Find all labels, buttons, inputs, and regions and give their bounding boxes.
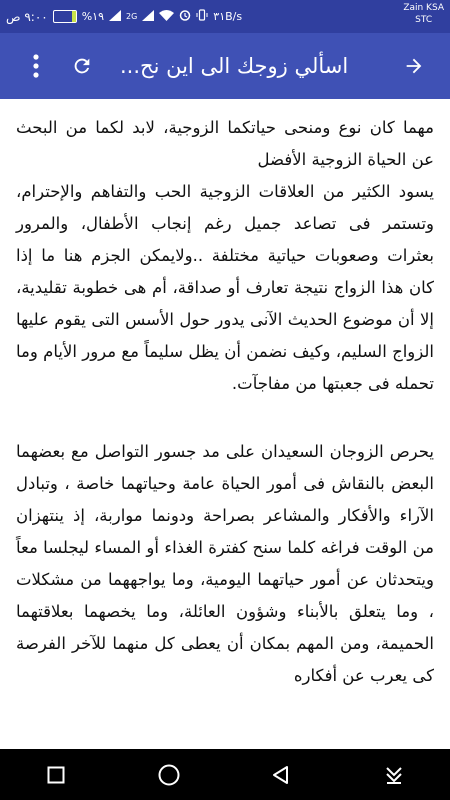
carrier-label — [403, 2, 444, 26]
navigation-bar — [0, 749, 450, 800]
vibrate-icon — [196, 9, 208, 24]
paragraph-1-text: مهما كان نوع ومنحى حياتكما الزوجية، لابد لكما من البحث عن الحياة الزوجية الأفضل يسود الكثير من العلاقات الزوجية الحب والتفاهم والإحترام، وتستمر فى تصاعد جميل رغم إنجاب الأطفال، والمرور بعثرات وصعوبات حياتية مختلفة ..ولايمكن الجزم هنا ما إذا كان هذا الزواج نتيجة تعارف أو صداقة، أم هى خطوبة تقليدية، إلا أن موضوع الحديث الآنى يدور حول الأسس التى يقوم عليها الزواج السليم، وكيف نضمن أن يظل سليماً مع مرور الأيام وما تحمله فى جعبتها من مفاجآت. — [16, 118, 434, 393]
home-button[interactable] — [139, 749, 199, 800]
status-icons — [6, 0, 242, 33]
time: ٩:٠٠ ص — [6, 9, 48, 24]
wifi-icon — [159, 10, 174, 24]
article-paragraph-1 — [0, 112, 450, 400]
more-vert-icon — [33, 54, 39, 78]
back-button[interactable] — [251, 749, 311, 800]
notification-button[interactable] — [364, 749, 424, 800]
recents-square-icon — [47, 766, 65, 784]
refresh-button[interactable] — [60, 33, 104, 99]
forward-button[interactable] — [392, 33, 436, 99]
notification-download-icon — [384, 765, 404, 785]
signal-icon-2 — [142, 10, 154, 24]
carrier-primary: Zain KSA — [403, 3, 444, 13]
overflow-menu-button[interactable] — [14, 33, 58, 99]
battery-percent: %١٩ — [81, 10, 104, 23]
app-bar — [0, 33, 450, 99]
battery-icon: + — [53, 10, 77, 23]
network-speed: ٣١B/s — [213, 10, 243, 23]
carrier-secondary: STC — [415, 15, 433, 25]
signal-icon — [109, 10, 121, 24]
network-type: 2G — [126, 12, 138, 21]
page-title: اسألي زوجك الى اين نح... — [120, 54, 349, 78]
refresh-icon — [71, 55, 93, 77]
recents-button[interactable] — [26, 749, 86, 800]
home-circle-icon — [158, 764, 180, 786]
paragraph-2-text: يحرص الزوجان السعيدان على مد جسور التواصل مع بعضهما البعض بالنقاش فى أمور الحياة عامة وحياتهما خاصة ، وتبادل الآراء والأفكار والمشاعر بصراحة ودونما مواربة، إذ ينتهزان من الوقت فراغه كلما سنح كفترة الغذاء أو المساء ليجلسا معاً ويتحدثان عن أمور حياتهما اليومية، وما يواجههما من مشكلات ، وما يتعلق بالأبناء وشؤون العائلة، وما يخصهما بعلاقتهما الحميمة، ومن المهم بمكان أن يعطى كل منهما للآخر الفرصة كى يعرب عن أفكاره — [16, 442, 434, 685]
status-bar — [0, 0, 450, 33]
article-content[interactable] — [0, 99, 450, 749]
alarm-icon — [179, 9, 191, 24]
back-triangle-icon — [271, 765, 291, 785]
article-paragraph-2 — [0, 436, 450, 692]
arrow-forward-icon — [403, 55, 425, 77]
